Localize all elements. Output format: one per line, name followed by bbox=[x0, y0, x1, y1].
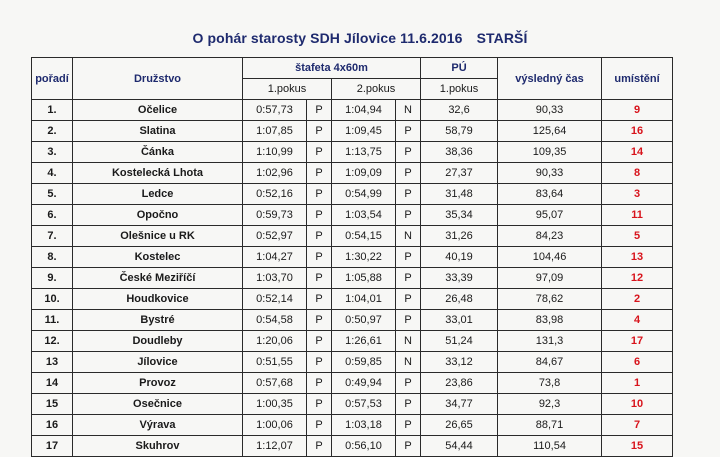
cell-druzstvo: Bystré bbox=[73, 310, 243, 331]
cell-p2: P bbox=[396, 436, 421, 457]
cell-cas1: 1:10,99 bbox=[243, 142, 307, 163]
cell-cas2: 1:04,94 bbox=[332, 100, 396, 121]
table-row bbox=[32, 331, 673, 352]
cell-vysledny-cas: 109,35 bbox=[498, 142, 602, 163]
cell-p2: P bbox=[396, 289, 421, 310]
cell-poradi: 1. bbox=[32, 100, 73, 121]
table-row bbox=[32, 394, 673, 415]
cell-poradi: 16 bbox=[32, 415, 73, 436]
cell-druzstvo: Osečnice bbox=[73, 394, 243, 415]
cell-druzstvo: Výrava bbox=[73, 415, 243, 436]
cell-p2: P bbox=[396, 163, 421, 184]
cell-druzstvo: Houdkovice bbox=[73, 289, 243, 310]
table-row bbox=[32, 205, 673, 226]
cell-cas2: 1:09,45 bbox=[332, 121, 396, 142]
cell-cas1: 1:00,06 bbox=[243, 415, 307, 436]
cell-cas2: 0:49,94 bbox=[332, 373, 396, 394]
cell-pu: 54,44 bbox=[421, 436, 498, 457]
cell-pu: 38,36 bbox=[421, 142, 498, 163]
cell-p2: P bbox=[396, 268, 421, 289]
cell-poradi: 15 bbox=[32, 394, 73, 415]
cell-druzstvo: Kostelecká Lhota bbox=[73, 163, 243, 184]
cell-p1: P bbox=[307, 121, 332, 142]
cell-p2: P bbox=[396, 247, 421, 268]
table-row bbox=[32, 352, 673, 373]
cell-umisteni: 15 bbox=[602, 436, 673, 457]
header-pu-pokus: 1.pokus bbox=[421, 79, 498, 100]
cell-vysledny-cas: 95,07 bbox=[498, 205, 602, 226]
cell-druzstvo: Jílovice bbox=[73, 352, 243, 373]
cell-umisteni: 8 bbox=[602, 163, 673, 184]
table-row bbox=[32, 373, 673, 394]
cell-cas2: 0:54,99 bbox=[332, 184, 396, 205]
cell-vysledny-cas: 90,33 bbox=[498, 100, 602, 121]
cell-pu: 33,12 bbox=[421, 352, 498, 373]
cell-vysledny-cas: 78,62 bbox=[498, 289, 602, 310]
cell-pu: 40,19 bbox=[421, 247, 498, 268]
cell-cas2: 0:59,85 bbox=[332, 352, 396, 373]
cell-poradi: 12. bbox=[32, 331, 73, 352]
cell-umisteni: 3 bbox=[602, 184, 673, 205]
cell-cas2: 0:54,15 bbox=[332, 226, 396, 247]
header-stafeta: štafeta 4x60m bbox=[243, 58, 421, 79]
cell-vysledny-cas: 90,33 bbox=[498, 163, 602, 184]
cell-pu: 27,37 bbox=[421, 163, 498, 184]
cell-umisteni: 14 bbox=[602, 142, 673, 163]
cell-cas2: 1:03,18 bbox=[332, 415, 396, 436]
header-umisteni: umístění bbox=[602, 58, 673, 100]
header-row bbox=[32, 58, 673, 79]
cell-pu: 35,34 bbox=[421, 205, 498, 226]
header-vysledny-cas: výsledný čas bbox=[498, 58, 602, 100]
cell-vysledny-cas: 73,8 bbox=[498, 373, 602, 394]
cell-p2: P bbox=[396, 373, 421, 394]
cell-poradi: 9. bbox=[32, 268, 73, 289]
cell-p1: P bbox=[307, 289, 332, 310]
header-pokus2: 2.pokus bbox=[332, 79, 421, 100]
cell-p1: P bbox=[307, 184, 332, 205]
table-row bbox=[32, 436, 673, 457]
cell-druzstvo: Skuhrov bbox=[73, 436, 243, 457]
cell-umisteni: 16 bbox=[602, 121, 673, 142]
cell-pu: 51,24 bbox=[421, 331, 498, 352]
cell-vysledny-cas: 97,09 bbox=[498, 268, 602, 289]
cell-cas2: 1:13,75 bbox=[332, 142, 396, 163]
cell-p2: N bbox=[396, 226, 421, 247]
cell-poradi: 10. bbox=[32, 289, 73, 310]
header-druzstvo: Družstvo bbox=[73, 58, 243, 100]
cell-vysledny-cas: 92,3 bbox=[498, 394, 602, 415]
cell-p2: P bbox=[396, 184, 421, 205]
cell-umisteni: 10 bbox=[602, 394, 673, 415]
cell-druzstvo: Olešnice u RK bbox=[73, 226, 243, 247]
cell-druzstvo: Čánka bbox=[73, 142, 243, 163]
cell-cas2: 1:26,61 bbox=[332, 331, 396, 352]
cell-cas1: 0:52,16 bbox=[243, 184, 307, 205]
cell-cas1: 0:52,97 bbox=[243, 226, 307, 247]
cell-pu: 33,01 bbox=[421, 310, 498, 331]
cell-cas1: 1:12,07 bbox=[243, 436, 307, 457]
cell-pu: 26,65 bbox=[421, 415, 498, 436]
cell-p1: P bbox=[307, 163, 332, 184]
cell-cas2: 1:05,88 bbox=[332, 268, 396, 289]
cell-umisteni: 6 bbox=[602, 352, 673, 373]
cell-p1: P bbox=[307, 436, 332, 457]
cell-poradi: 17 bbox=[32, 436, 73, 457]
cell-druzstvo: Opočno bbox=[73, 205, 243, 226]
cell-cas1: 1:04,27 bbox=[243, 247, 307, 268]
cell-cas1: 1:20,06 bbox=[243, 331, 307, 352]
cell-cas2: 1:03,54 bbox=[332, 205, 396, 226]
cell-p2: N bbox=[396, 100, 421, 121]
cell-druzstvo: Provoz bbox=[73, 373, 243, 394]
cell-p1: P bbox=[307, 352, 332, 373]
table-row bbox=[32, 100, 673, 121]
results-table bbox=[31, 57, 673, 457]
cell-p2: N bbox=[396, 331, 421, 352]
cell-vysledny-cas: 83,98 bbox=[498, 310, 602, 331]
cell-cas1: 0:54,58 bbox=[243, 310, 307, 331]
table-row bbox=[32, 415, 673, 436]
page-title bbox=[0, 30, 720, 46]
cell-p1: P bbox=[307, 268, 332, 289]
header-pu: PÚ bbox=[421, 58, 498, 79]
cell-umisteni: 13 bbox=[602, 247, 673, 268]
cell-poradi: 3. bbox=[32, 142, 73, 163]
cell-umisteni: 11 bbox=[602, 205, 673, 226]
title-category: STARŠÍ bbox=[476, 30, 528, 46]
results-body bbox=[32, 100, 673, 457]
cell-p2: P bbox=[396, 121, 421, 142]
cell-pu: 34,77 bbox=[421, 394, 498, 415]
cell-p2: P bbox=[396, 205, 421, 226]
header-poradi: pořadí bbox=[32, 58, 73, 100]
cell-p2: P bbox=[396, 394, 421, 415]
cell-umisteni: 1 bbox=[602, 373, 673, 394]
cell-p2: N bbox=[396, 352, 421, 373]
cell-vysledny-cas: 131,3 bbox=[498, 331, 602, 352]
cell-vysledny-cas: 110,54 bbox=[498, 436, 602, 457]
cell-p1: P bbox=[307, 205, 332, 226]
cell-umisteni: 4 bbox=[602, 310, 673, 331]
table-row bbox=[32, 163, 673, 184]
cell-vysledny-cas: 88,71 bbox=[498, 415, 602, 436]
cell-cas1: 0:57,73 bbox=[243, 100, 307, 121]
table-row bbox=[32, 184, 673, 205]
cell-p1: P bbox=[307, 331, 332, 352]
cell-pu: 33,39 bbox=[421, 268, 498, 289]
cell-p1: P bbox=[307, 415, 332, 436]
cell-umisteni: 17 bbox=[602, 331, 673, 352]
table-row bbox=[32, 247, 673, 268]
cell-cas2: 0:57,53 bbox=[332, 394, 396, 415]
cell-pu: 23,86 bbox=[421, 373, 498, 394]
title-main: O pohár starosty SDH Jílovice 11.6.2016 bbox=[192, 30, 463, 46]
cell-pu: 31,48 bbox=[421, 184, 498, 205]
cell-poradi: 2. bbox=[32, 121, 73, 142]
cell-cas1: 0:59,73 bbox=[243, 205, 307, 226]
cell-vysledny-cas: 83,64 bbox=[498, 184, 602, 205]
cell-pu: 32,6 bbox=[421, 100, 498, 121]
cell-poradi: 6. bbox=[32, 205, 73, 226]
cell-umisteni: 7 bbox=[602, 415, 673, 436]
cell-cas1: 1:00,35 bbox=[243, 394, 307, 415]
cell-druzstvo: Očelice bbox=[73, 100, 243, 121]
table-row bbox=[32, 289, 673, 310]
cell-cas2: 0:56,10 bbox=[332, 436, 396, 457]
cell-p1: P bbox=[307, 247, 332, 268]
cell-pu: 26,48 bbox=[421, 289, 498, 310]
cell-p1: P bbox=[307, 226, 332, 247]
cell-druzstvo: Kostelec bbox=[73, 247, 243, 268]
cell-pu: 31,26 bbox=[421, 226, 498, 247]
cell-cas1: 0:51,55 bbox=[243, 352, 307, 373]
table-row bbox=[32, 121, 673, 142]
cell-p2: P bbox=[396, 415, 421, 436]
header-pokus1: 1.pokus bbox=[243, 79, 332, 100]
cell-cas2: 0:50,97 bbox=[332, 310, 396, 331]
cell-vysledny-cas: 84,23 bbox=[498, 226, 602, 247]
cell-poradi: 4. bbox=[32, 163, 73, 184]
cell-p1: P bbox=[307, 373, 332, 394]
cell-cas1: 0:57,68 bbox=[243, 373, 307, 394]
cell-p2: P bbox=[396, 310, 421, 331]
cell-cas2: 1:09,09 bbox=[332, 163, 396, 184]
cell-p1: P bbox=[307, 310, 332, 331]
cell-umisteni: 5 bbox=[602, 226, 673, 247]
cell-poradi: 8. bbox=[32, 247, 73, 268]
cell-umisteni: 9 bbox=[602, 100, 673, 121]
cell-druzstvo: Ledce bbox=[73, 184, 243, 205]
table-row bbox=[32, 142, 673, 163]
cell-vysledny-cas: 84,67 bbox=[498, 352, 602, 373]
cell-cas1: 0:52,14 bbox=[243, 289, 307, 310]
cell-druzstvo: České Meziříčí bbox=[73, 268, 243, 289]
cell-poradi: 5. bbox=[32, 184, 73, 205]
cell-druzstvo: Doudleby bbox=[73, 331, 243, 352]
cell-vysledny-cas: 104,46 bbox=[498, 247, 602, 268]
cell-vysledny-cas: 125,64 bbox=[498, 121, 602, 142]
cell-poradi: 14 bbox=[32, 373, 73, 394]
cell-poradi: 11. bbox=[32, 310, 73, 331]
cell-umisteni: 12 bbox=[602, 268, 673, 289]
cell-p1: P bbox=[307, 100, 332, 121]
table-row bbox=[32, 310, 673, 331]
cell-p1: P bbox=[307, 394, 332, 415]
cell-p1: P bbox=[307, 142, 332, 163]
table-row bbox=[32, 226, 673, 247]
cell-druzstvo: Slatina bbox=[73, 121, 243, 142]
cell-p2: P bbox=[396, 142, 421, 163]
cell-poradi: 13 bbox=[32, 352, 73, 373]
cell-cas1: 1:03,70 bbox=[243, 268, 307, 289]
cell-cas2: 1:30,22 bbox=[332, 247, 396, 268]
cell-cas1: 1:02,96 bbox=[243, 163, 307, 184]
cell-poradi: 7. bbox=[32, 226, 73, 247]
cell-cas1: 1:07,85 bbox=[243, 121, 307, 142]
cell-pu: 58,79 bbox=[421, 121, 498, 142]
cell-umisteni: 2 bbox=[602, 289, 673, 310]
table-row bbox=[32, 268, 673, 289]
cell-cas2: 1:04,01 bbox=[332, 289, 396, 310]
